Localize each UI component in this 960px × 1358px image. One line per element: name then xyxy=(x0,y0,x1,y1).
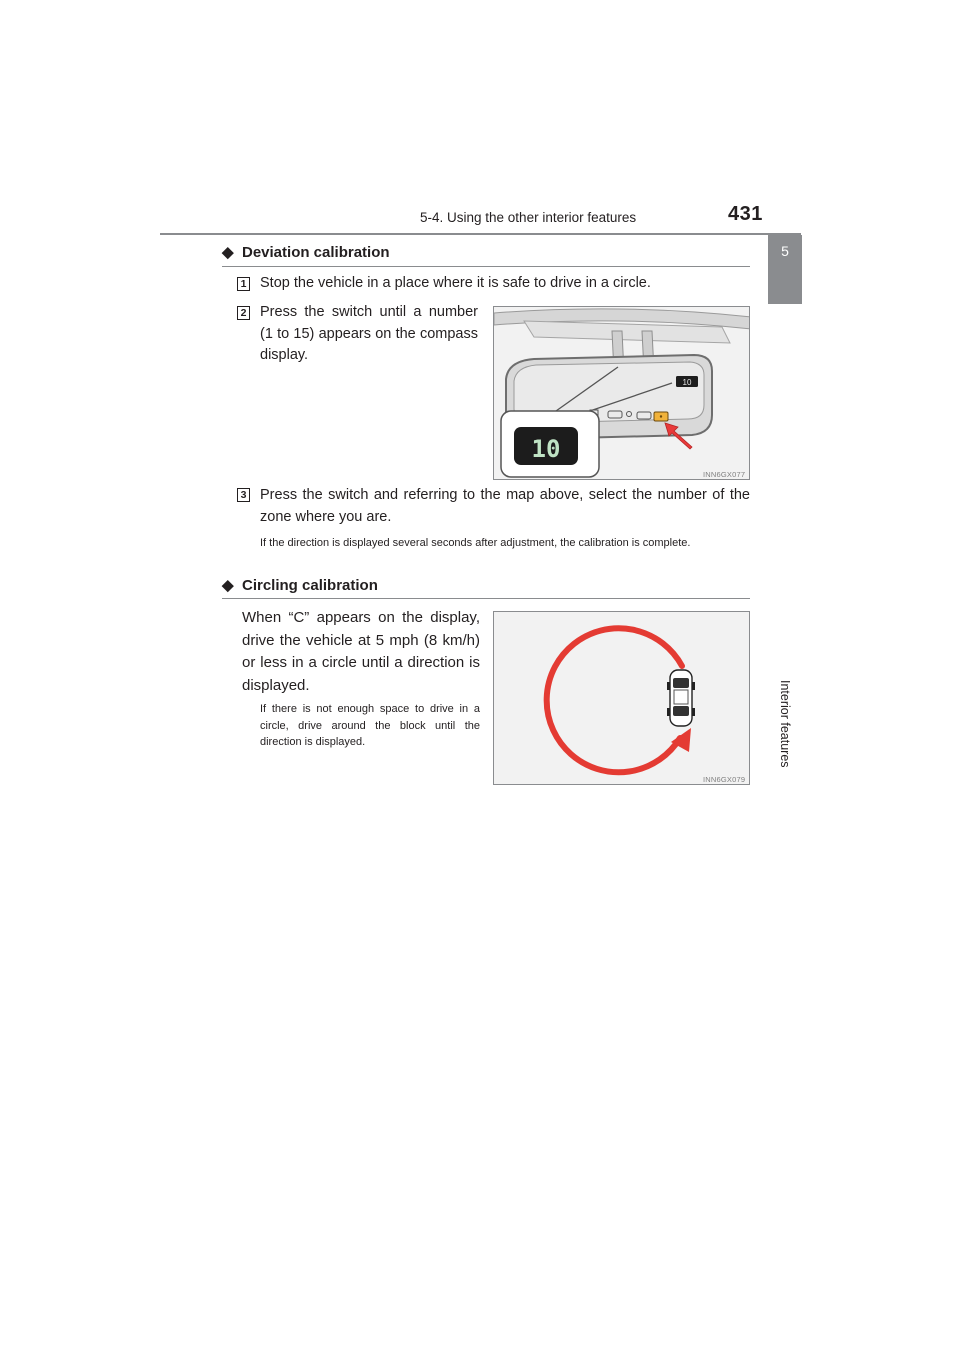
circle-drawing xyxy=(494,612,750,785)
header-rule xyxy=(160,233,801,235)
diamond-icon: ◆ xyxy=(222,577,234,594)
figure-code: INN6GX079 xyxy=(703,775,746,784)
page-number: 431 xyxy=(728,203,763,225)
step-badge-2: 2 xyxy=(237,306,250,320)
section-rule xyxy=(222,266,750,267)
circling-illustration xyxy=(493,611,750,785)
step-badge-1: 1 xyxy=(237,277,250,291)
section-rule xyxy=(222,598,750,599)
step-badge-3: 3 xyxy=(237,488,250,502)
mirror-illustration xyxy=(493,306,750,480)
chapter-label: Interior features xyxy=(778,680,792,768)
circling-text: When “C” appears on the display, drive the vehicle at 5 mph (8 km/h) or less in a circle until a direction is displayed. xyxy=(242,609,480,694)
figure-code: INN6GX077 xyxy=(703,470,746,479)
step-2-text: Press the switch until a number (1 to 15) appears on the compass display. xyxy=(260,304,478,363)
diamond-icon: ◆ xyxy=(222,244,234,261)
section-heading-circling-text: Circling calibration xyxy=(242,577,378,594)
mirror-drawing xyxy=(494,307,750,480)
section-heading-circling xyxy=(222,576,378,594)
section-heading-deviation xyxy=(222,243,390,261)
compass-display-value: 10 xyxy=(531,435,561,463)
svg-text:10: 10 xyxy=(682,378,692,387)
calibration-note: If the direction is displayed several seconds after adjustment, the calibration is complete. xyxy=(260,537,691,549)
section-heading-deviation-text: Deviation calibration xyxy=(242,244,390,261)
step-3-text: Press the switch and referring to the map above, select the number of the zone where you are. xyxy=(260,487,750,525)
chapter-number: 5 xyxy=(781,243,789,259)
circling-note: If there is not enough space to drive in a circle, drive around the block until the direction is displayed. xyxy=(260,703,480,748)
header-title: 5-4. Using the other interior features xyxy=(420,210,637,225)
step-1-text: Stop the vehicle in a place where it is safe to drive in a circle. xyxy=(260,275,651,291)
